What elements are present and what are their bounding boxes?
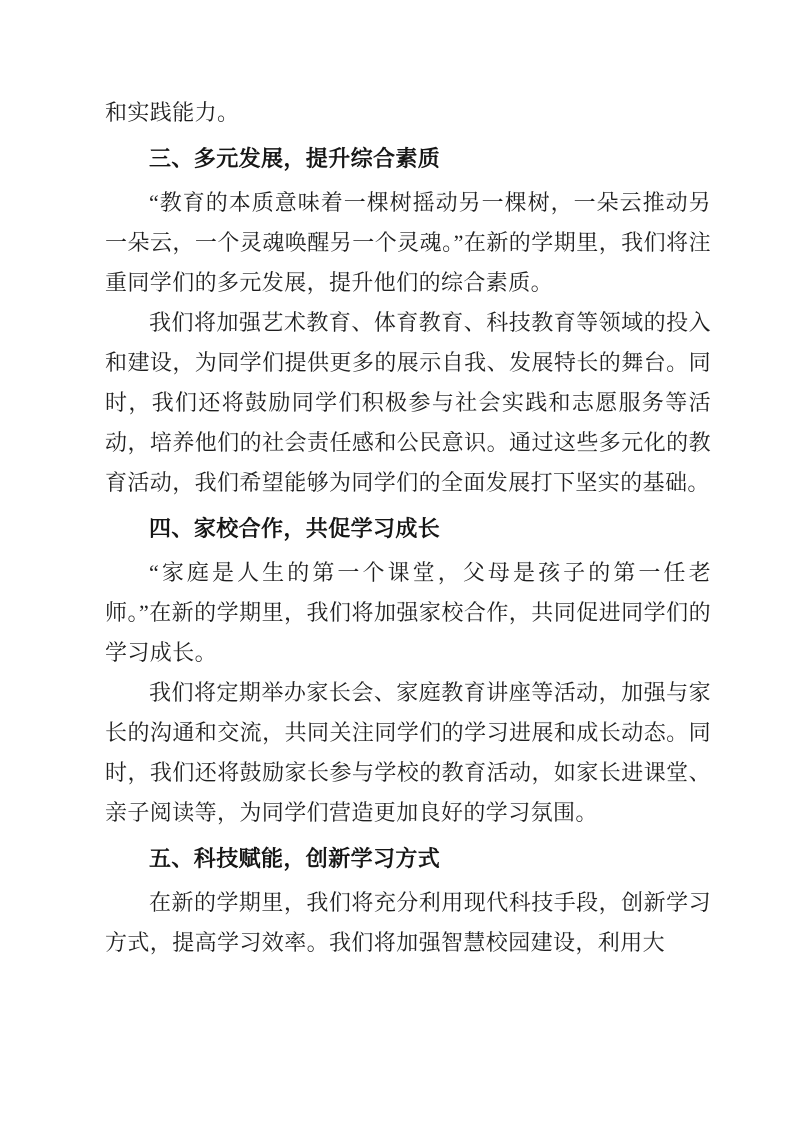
paragraph: “教育的本质意味着一棵树摇动另一棵树，一朵云推动另一朵云，一个灵魂唤醒另一个灵魂。”在新的学期里，我们将注重同学们的多元发展，提升他们的综合素质。 [105, 190, 711, 295]
document-content [105, 93, 711, 963]
paragraph-continuation: 和实践能力。 [105, 100, 240, 125]
paragraph: 在新的学期里，我们将充分利用现代科技手段，创新学习方式，提高学习效率。我们将加强智慧校园建设，利用大 [105, 890, 711, 955]
section-heading-3: 三、多元发展，提升综合素质 [149, 146, 441, 171]
section-heading-5: 五、科技赋能，创新学习方式 [149, 846, 441, 871]
paragraph: 我们将加强艺术教育、体育教育、科技教育等领域的投入和建设，为同学们提供更多的展示自我、发展特长的舞台。同时，我们还将鼓励同学们积极参与社会实践和志愿服务等活动，培养他们的社会责任感和公民意识。通过这些多元化的教育活动，我们希望能够为同学们的全面发展打下坚实的基础。 [105, 310, 711, 495]
paragraph: “家庭是人生的第一个课堂，父母是孩子的第一任老师。”在新的学期里，我们将加强家校合作，共同促进同学们的学习成长。 [105, 560, 711, 665]
paragraph: 我们将定期举办家长会、家庭教育讲座等活动，加强与家长的沟通和交流，共同关注同学们的学习进展和成长动态。同时，我们还将鼓励家长参与学校的教育活动，如家长进课堂、亲子阅读等，为同学们营造更加良好的学习氛围。 [105, 680, 711, 825]
section-heading-4: 四、家校合作，共促学习成长 [149, 516, 441, 541]
